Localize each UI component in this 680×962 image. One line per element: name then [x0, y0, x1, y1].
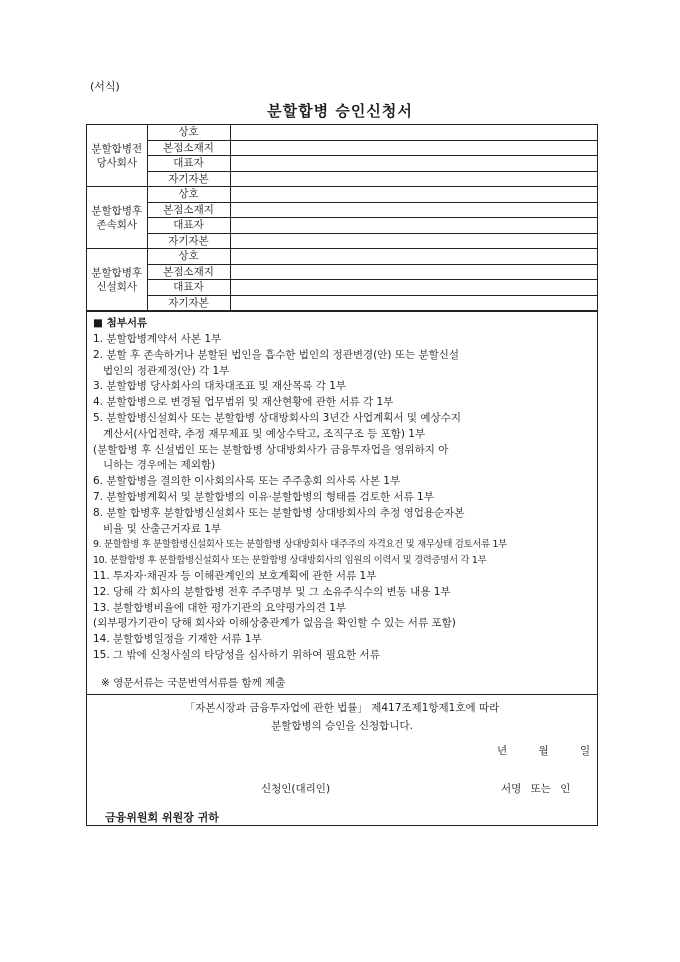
field-value-input[interactable] [230, 156, 597, 172]
field-value-input[interactable] [230, 280, 597, 296]
attachment-item-11: 11. 투자자·채권자 등 이해관계인의 보호계획에 관한 서류 1부 [93, 569, 377, 582]
field-value-input[interactable] [230, 140, 597, 156]
attachment-item-12: 12. 당해 각 회사의 분할합병 전후 주주명부 및 그 소유주식수의 변동 내용 1부 [93, 585, 451, 598]
field-label: 대표자 [147, 156, 230, 172]
attachment-item-3: 3. 분할합병 당사회사의 대차대조표 및 재산목록 각 1부 [93, 380, 347, 393]
company-row [87, 140, 597, 156]
document-title: 분할합병 승인신청서 [267, 102, 413, 120]
attachment-item-8: 8. 분할 합병후 분할합병신설회사 또는 분할합병 상대방회사의 추정 영업용순자본 [93, 506, 465, 519]
attachment-item-5-note-cont: 니하는 경우에는 제외함) [103, 459, 216, 472]
field-label: 자기자본 [147, 295, 230, 311]
company-row [87, 171, 597, 187]
field-label: 대표자 [147, 218, 230, 234]
attachment-item-2: 2. 분할 후 존속하거나 분할된 법인을 흡수한 법인의 정관변경(안) 또는 분할신설 [93, 348, 460, 361]
field-label: 본점소재지 [147, 140, 230, 156]
company-row [87, 187, 597, 203]
attachments-note: ※ 영문서류는 국문번역서류를 함께 제출 [101, 676, 286, 689]
declaration-line-2: 분할합병의 승인을 신청합니다. [271, 720, 413, 732]
attachment-item-14: 14. 분할합병일정을 기재한 서류 1부 [93, 633, 262, 646]
declaration [87, 695, 597, 735]
application-form [86, 124, 598, 826]
recipient: 금융위원회 위원장 귀하 [105, 811, 219, 824]
attachments-heading: ■ 첨부서류 [93, 317, 148, 329]
attachment-item-4: 4. 분할합병으로 변경될 업무범위 및 재산현황에 관한 서류 각 1부 [93, 396, 394, 409]
attachment-item-10: 10. 분할합병 후 분할합병신설회사 또는 분할합병 상대방회사의 임원의 이력서 및 경력증명서 각 1부 [93, 555, 487, 567]
company-row [87, 249, 597, 265]
company-row [87, 233, 597, 249]
applicant-label: 신청인(대리인) [261, 783, 331, 795]
declaration-line-1: 「자본시장과 금융투자업에 관한 법률」 제417조제1항제1호에 따라 [184, 702, 500, 714]
company-row [87, 295, 597, 311]
company-group-label: 분할합병후 존속회사 [87, 187, 147, 249]
company-row [87, 156, 597, 172]
date-line: 년 월 일 [497, 745, 591, 757]
attachment-item-15: 15. 그 밖에 신청사실의 타당성을 심사하기 위하여 필요한 서류 [93, 648, 380, 661]
attachment-item-9: 9. 분할합병 후 분할합병신설회사 또는 분할합병 상대방회사 대주주의 자격요건 및 재무상태 검토서류 1부 [93, 539, 507, 551]
company-row [87, 218, 597, 234]
company-info-table [87, 125, 597, 311]
company-row [87, 202, 597, 218]
field-value-input[interactable] [230, 264, 597, 280]
field-label: 본점소재지 [147, 202, 230, 218]
field-label: 자기자본 [147, 233, 230, 249]
company-group-label: 분할합병전 당사회사 [87, 125, 147, 187]
attachments-section [87, 311, 597, 695]
field-label: 상호 [147, 125, 230, 140]
signature-label: 서명 또는 인 [501, 783, 571, 795]
field-label: 상호 [147, 187, 230, 203]
field-value-input[interactable] [230, 202, 597, 218]
field-value-input[interactable] [230, 233, 597, 249]
attachment-item-7: 7. 분할합병계획서 및 분할합병의 이유·분할합병의 형태를 검토한 서류 1부 [93, 490, 434, 503]
field-label: 대표자 [147, 280, 230, 296]
company-row [87, 125, 597, 140]
attachment-item-13-note: (외부평가기관이 당해 회사와 이해상충관계가 없음을 확인할 수 있는 서류 포함) [93, 617, 456, 630]
attachment-item-6: 6. 분할합병을 결의한 이사회의사록 또는 주주총회 의사록 사본 1부 [93, 475, 401, 488]
field-value-input[interactable] [230, 218, 597, 234]
field-value-input[interactable] [230, 171, 597, 187]
field-label: 본점소재지 [147, 264, 230, 280]
field-value-input[interactable] [230, 295, 597, 311]
company-row [87, 280, 597, 296]
form-label: (서식) [90, 80, 120, 93]
company-group-label: 분할합병후 신설회사 [87, 249, 147, 311]
company-row [87, 264, 597, 280]
attachment-item-8-cont: 비율 및 산출근거자료 1부 [103, 522, 222, 535]
field-label: 상호 [147, 249, 230, 265]
field-value-input[interactable] [230, 187, 597, 203]
field-label: 자기자본 [147, 171, 230, 187]
field-value-input[interactable] [230, 125, 597, 140]
attachment-item-1: 1. 분할합병계약서 사본 1부 [93, 333, 222, 345]
attachment-item-2-cont: 법인의 정관제정(안) 각 1부 [103, 364, 230, 377]
attachment-item-5-note: (분할합병 후 신설법인 또는 분할합병 상대방회사가 금융투자업을 영위하지 아 [93, 443, 449, 456]
attachment-item-13: 13. 분할합병비율에 대한 평가기관의 요약평가의견 1부 [93, 601, 347, 614]
attachment-item-5: 5. 분할합병신설회사 또는 분할합병 상대방회사의 3년간 사업계획서 및 예상수지 [93, 411, 461, 424]
attachment-item-5-cont: 계산서(사업전략, 추정 재무제표 및 예상수탁고, 조직구조 등 포함) 1부 [103, 427, 426, 440]
field-value-input[interactable] [230, 249, 597, 265]
